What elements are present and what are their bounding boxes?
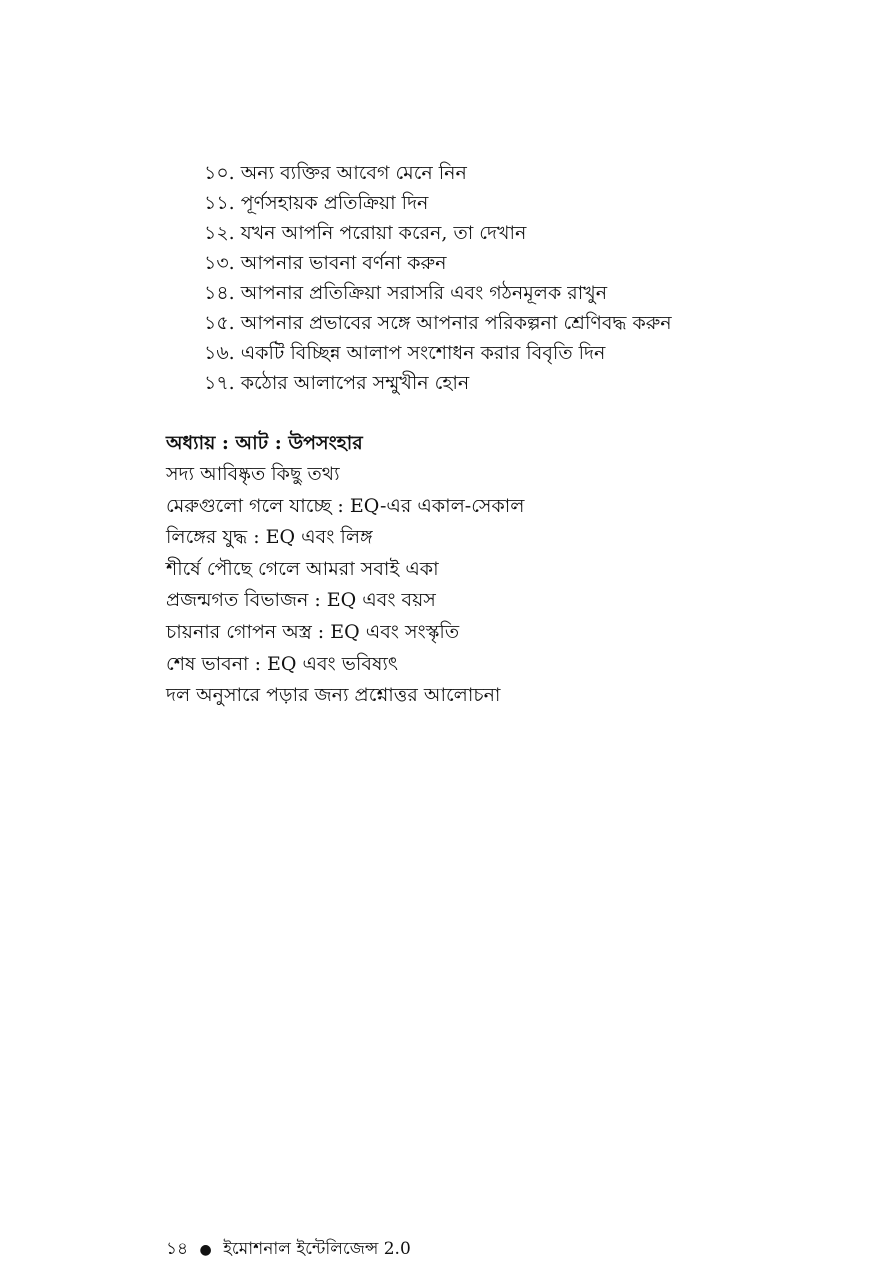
list-item: ১৫. আপনার প্রভাবের সঙ্গে আপনার পরিকল্পনা শ্রেণিবদ্ধ করুন	[204, 312, 672, 334]
chapter-item: লিঙ্গের যুদ্ধ : EQ এবং লিঙ্গ	[166, 526, 373, 549]
page-footer	[166, 1236, 411, 1262]
numbered-list	[204, 158, 764, 398]
list-item: ১১. পূর্ণসহায়ক প্রতিক্রিয়া দিন	[204, 192, 429, 214]
list-item: ১২. যখন আপনি পরোয়া করেন, তা দেখান	[204, 222, 527, 244]
bullet-icon: ●	[199, 1242, 212, 1258]
list-item: ১৪. আপনার প্রতিক্রিয়া সরাসরি এবং গঠনমূলক রাখুন	[204, 282, 608, 304]
list-item: ১৭. কঠোর আলাপের সম্মুখীন হোন	[204, 372, 470, 394]
chapter-item: দল অনুসারে পড়ার জন্য প্রশ্নোত্তর আলোচনা	[166, 684, 501, 707]
list-item: ১০. অন্য ব্যক্তির আবেগ মেনে নিন	[204, 162, 467, 184]
chapter-item: সদ্য আবিষ্কৃত কিছু তথ্য	[166, 463, 340, 485]
chapter-items	[166, 459, 786, 712]
list-item: ১৬. একটি বিচ্ছিন্ন আলাপ সংশোধন করার বিবৃতি দিন	[204, 342, 606, 364]
chapter-item: চায়নার গোপন অস্ত্র : EQ এবং সংস্কৃতি	[166, 620, 460, 643]
chapter-item: মেরুগুলো গলে যাচ্ছে : EQ-এর একাল-সেকাল	[166, 494, 525, 517]
book-title: ইমোশনাল ইন্টেলিজেন্স 2.0	[223, 1239, 411, 1259]
list-item: ১৩. আপনার ভাবনা বর্ণনা করুন	[204, 252, 447, 274]
chapter-item: শীর্ষে পৌছে গেলে আমরা সবাই একা	[166, 557, 439, 580]
chapter-heading: অধ্যায় : আট : উপসংহার	[166, 432, 363, 454]
chapter-item: শেষ ভাবনা : EQ এবং ভবিষ্যৎ	[166, 652, 399, 675]
chapter-item: প্রজন্মগত বিভাজন : EQ এবং বয়স	[166, 589, 436, 612]
page-number: ১৪	[166, 1239, 189, 1259]
chapter-section	[166, 428, 786, 712]
